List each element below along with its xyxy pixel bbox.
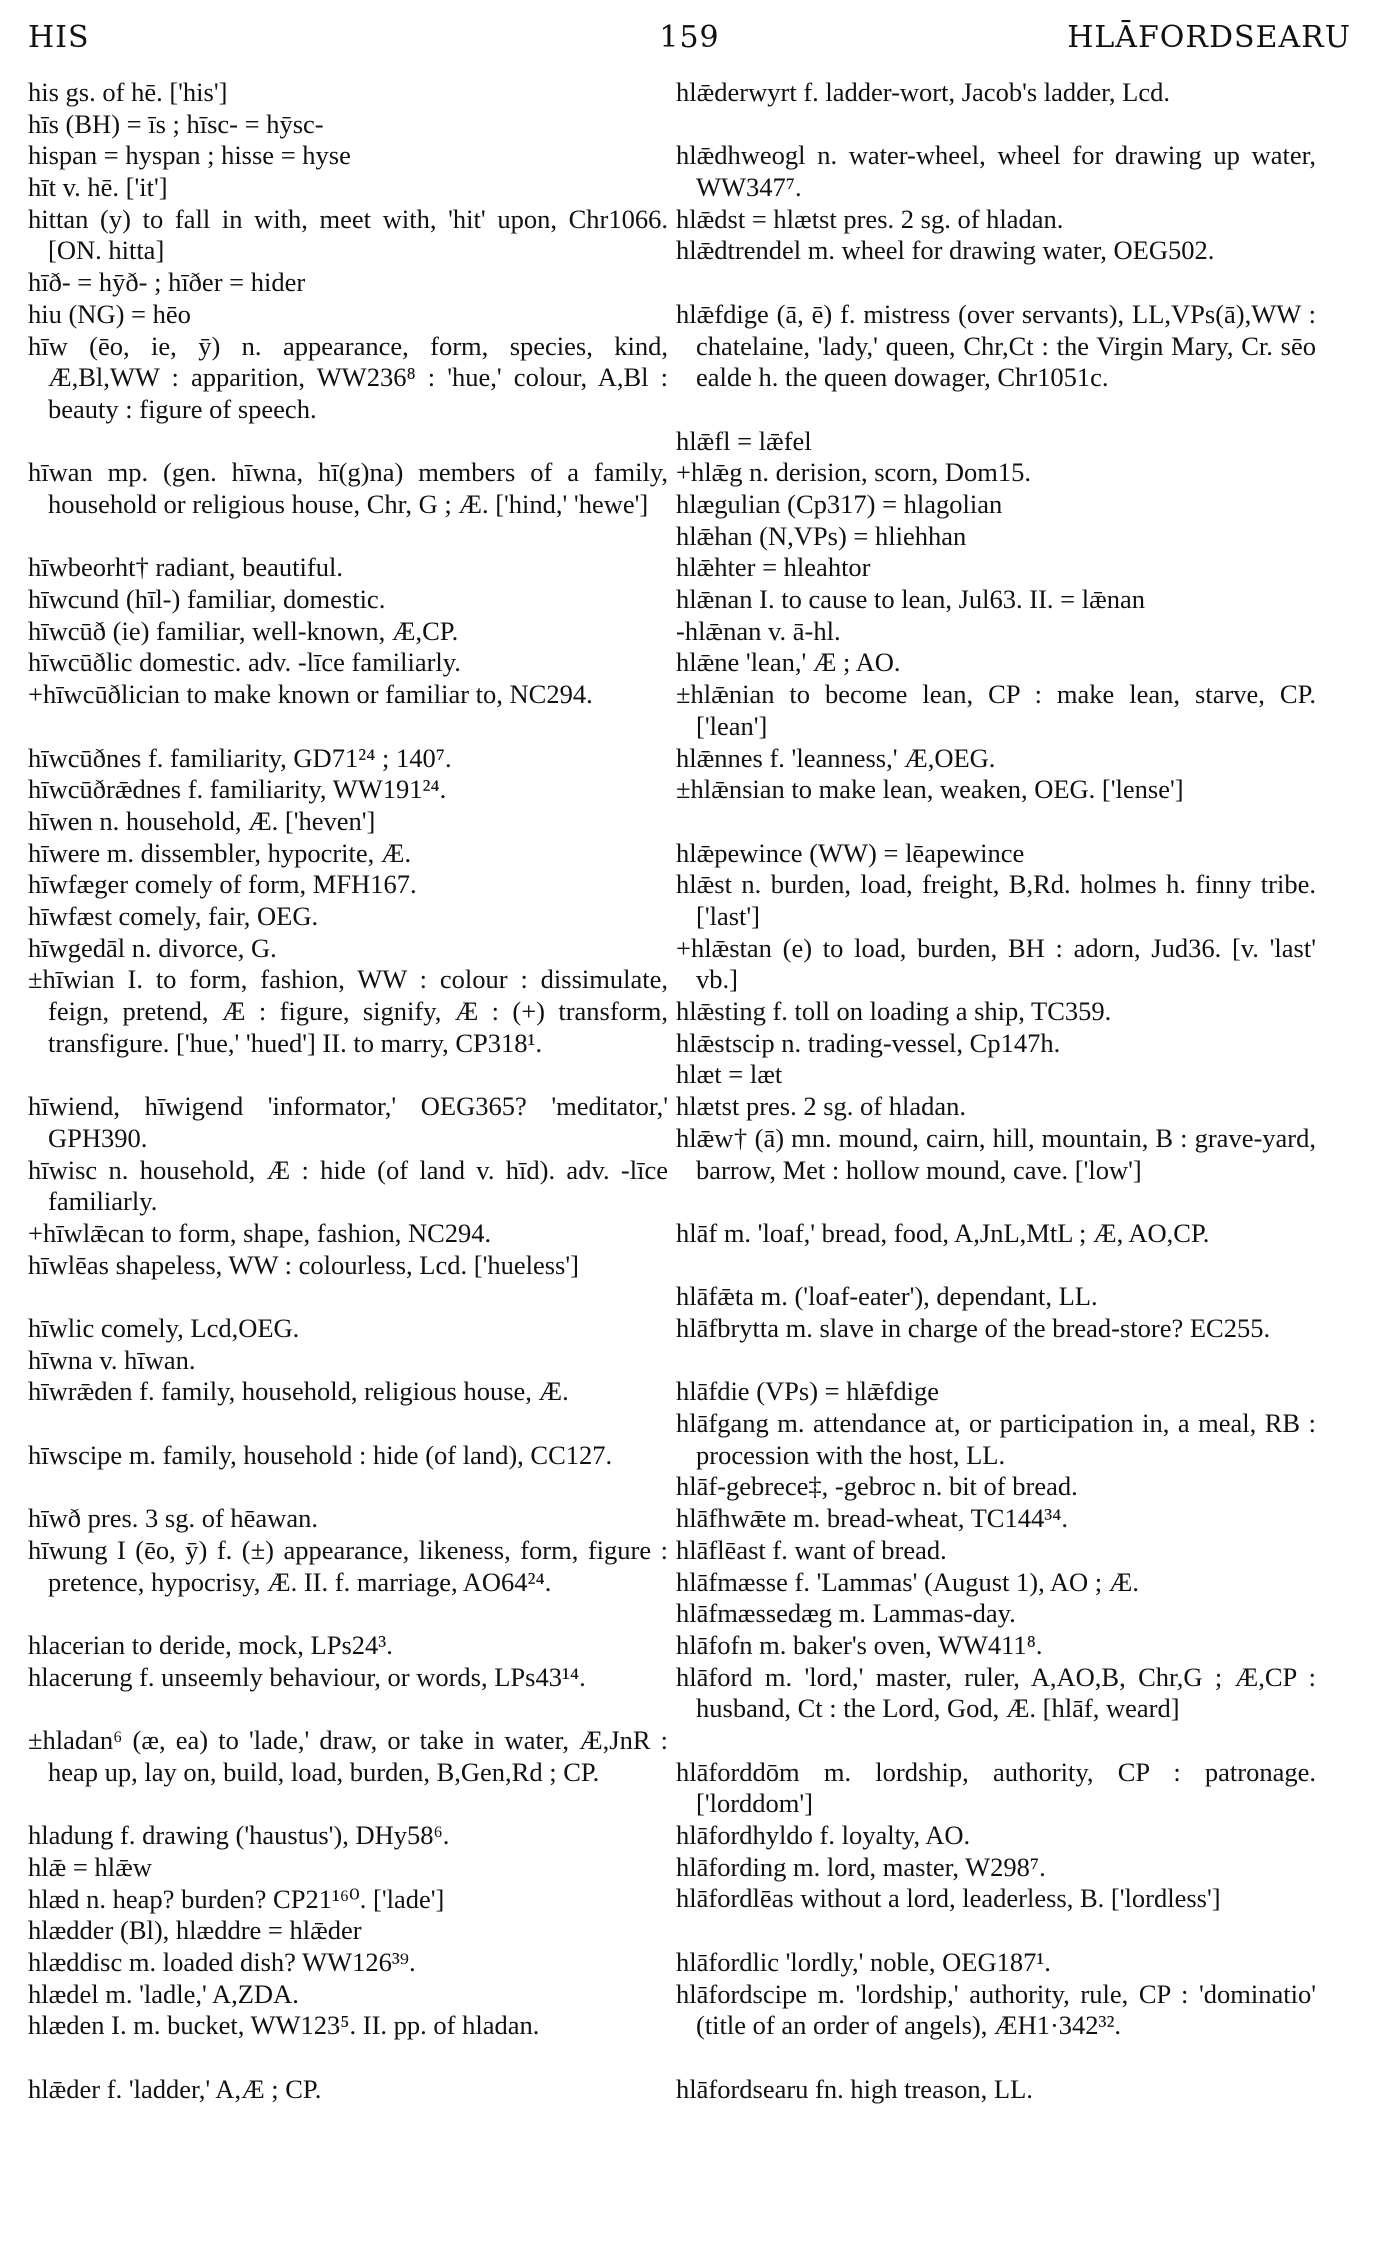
entry-text: hlǣnan I. to cause to lean, Jul63. II. = lǣnan	[676, 584, 1146, 615]
entry-text: hīwna v. hīwan.	[28, 1344, 196, 1375]
entry-text: hlǣhter = hleahtor	[676, 552, 871, 583]
entry-text: hīwan mp. (gen. hīwna, hī(g)na) members of a family, household or religious house, Chr, G ; Æ. ['hind,' 'hewe']	[28, 457, 668, 520]
entry-text: hlǣw† (ā) mn. mound, cairn, hill, mountain, B : grave-yard, barrow, Met : hollow mound, cave. ['low']	[676, 1122, 1316, 1185]
entry-text: hlǣdtrendel m. wheel for drawing water, OEG502.	[676, 235, 1215, 266]
dictionary-entry	[676, 1883, 1316, 1946]
entry-text: hīs (BH) = īs ; hīsc- = hȳsc-	[28, 108, 324, 139]
entry-text: hlāfmæssedæg m. Lammas-day.	[676, 1598, 1016, 1629]
entry-text: his gs. of hē. ['his']	[28, 77, 228, 107]
entry-text: +hīwlǣcan to form, shape, fashion, NC294.	[28, 1217, 492, 1248]
dictionary-entry	[28, 1884, 668, 1916]
entry-text: hlætst pres. 2 sg. of hladan.	[676, 1091, 966, 1122]
entry-text: hlāforddōm m. lordship, authority, CP : patronage. ['lorddom']	[676, 1756, 1316, 1819]
dictionary-entry	[28, 1218, 668, 1250]
entry-text: hlǣder f. 'ladder,' A,Æ ; CP.	[28, 2073, 322, 2104]
dictionary-entry	[28, 1947, 668, 1979]
entry-text: hlāfordlic 'lordly,' noble, OEG187¹.	[676, 1946, 1051, 1977]
entry-text: hīwscipe m. family, household : hide (of land), CC127.	[28, 1439, 613, 1470]
entry-text: ±hīwian I. to form, fashion, WW : colour : dissimulate, feign, pretend, Æ : figure, signify, Æ : (+) transform, transfigure. ['hue,' 'hued'] II. to marry, CP318¹.	[28, 964, 668, 1058]
entry-text: hlædder (Bl), hlæddre = hlǣder	[28, 1915, 362, 1946]
entry-text: hīwere m. dissembler, hypocrite, Æ.	[28, 837, 412, 868]
dictionary-entry	[28, 552, 668, 584]
dictionary-entry	[676, 1503, 1316, 1535]
entry-text: hlæddisc m. loaded dish? WW126³⁹.	[28, 1946, 416, 1977]
entry-text: hlāford m. 'lord,' master, ruler, A,AO,B, Chr,G ; Æ,CP : husband, Ct : the Lord, God, Æ. [hlāf, weard]	[676, 1661, 1316, 1724]
entry-text: hīwung I (ēo, ȳ) f. (±) appearance, likeness, form, figure : pretence, hypocrisy, Æ. II. f. marriage, AO64²⁴.	[28, 1534, 668, 1597]
dictionary-entry	[28, 172, 668, 204]
dictionary-entry	[676, 1218, 1316, 1281]
dictionary-entry	[28, 1725, 668, 1820]
entry-text: hīwcūðnes f. familiarity, GD71²⁴ ; 140⁷.	[28, 742, 452, 773]
dictionary-entry	[28, 1155, 668, 1218]
dictionary-entry	[28, 869, 668, 901]
entry-text: hlāfhwǣte m. bread-wheat, TC144³⁴.	[676, 1503, 1069, 1534]
entry-text: hlǣnnes f. 'leanness,' Æ,OEG.	[676, 742, 996, 773]
running-head-left: HIS	[28, 20, 90, 55]
entry-text: hlāfgang m. attendance at, or participation in, a meal, RB : procession with the host, LL.	[676, 1408, 1316, 1470]
dictionary-entry	[676, 489, 1316, 521]
entry-text: hlǣst n. burden, load, freight, B,Rd. holmes h. finny tribe. ['last']	[676, 869, 1316, 932]
entry-text: hīwcūð (ie) familiar, well-known, Æ,CP.	[28, 615, 459, 646]
entry-text: hlāf-gebrece‡, -gebroc n. bit of bread.	[676, 1471, 1078, 1502]
entry-text: hīwisc n. household, Æ : hide (of land v. hīd). adv. -līce familiarly.	[28, 1154, 668, 1217]
dictionary-entry	[28, 1440, 668, 1503]
entry-text: hlǣ = hlǣw	[28, 1851, 152, 1882]
dictionary-entry	[676, 1598, 1316, 1630]
entry-text: hlǣdhweogl n. water-wheel, wheel for drawing up water, WW347⁷.	[676, 140, 1316, 203]
dictionary-entry	[28, 77, 668, 109]
entry-text: hlædel m. 'ladle,' A,ZDA.	[28, 1978, 299, 2009]
entry-text: hlægulian (Cp317) = hlagolian	[676, 489, 1003, 520]
dictionary-entry	[28, 140, 668, 172]
entry-text: hīwlēas shapeless, WW : colourless, Lcd. ['hueless']	[28, 1249, 579, 1280]
entry-text: hlāfbrytta m. slave in charge of the bread-store? EC255.	[676, 1313, 1271, 1344]
dictionary-entry	[28, 838, 668, 870]
dictionary-entry	[28, 1250, 668, 1313]
dictionary-entry	[676, 1123, 1316, 1218]
dictionary-entry	[28, 1852, 668, 1884]
dictionary-entry	[676, 521, 1316, 553]
entry-text: hlǣfdige (ā, ē) f. mistress (over servants), LL,VPs(ā),WW : chatelaine, 'lady,' queen, Chr,Ct : the Virgin Mary, Cr. sēo ealde h. the queen dowager, Chr1051c.	[676, 298, 1316, 393]
dictionary-entry	[676, 426, 1316, 458]
entry-text: hlāfording m. lord, master, W298⁷.	[676, 1851, 1046, 1882]
dictionary-entry	[28, 1345, 668, 1377]
dictionary-entry	[28, 1376, 668, 1439]
entry-text: hīt v. hē. ['it']	[28, 172, 168, 203]
dictionary-entry	[28, 299, 668, 331]
dictionary-entry	[676, 1028, 1316, 1060]
entry-text: hīwlic comely, Lcd,OEG.	[28, 1313, 300, 1344]
entry-text: +hīwcūðlician to make known or familiar to, NC294.	[28, 679, 593, 710]
dictionary-entry	[676, 647, 1316, 679]
dictionary-entry	[676, 1757, 1316, 1820]
entry-text: hlǣdst = hlætst pres. 2 sg. of hladan.	[676, 203, 1064, 234]
entry-text: hlāfordscipe m. 'lordship,' authority, rule, CP : 'dominatio' (title of an order of angels), ÆH1·342³².	[676, 1978, 1316, 2041]
entry-text: hispan = hyspan ; hisse = hyse	[28, 140, 351, 171]
dictionary-entry	[28, 204, 668, 267]
dictionary-entry	[28, 1313, 668, 1345]
entry-text: hīwbeorht† radiant, beautiful.	[28, 552, 343, 583]
entry-text: hlǣpewince (WW) = lēapewince	[676, 837, 1025, 868]
entry-text: ±hladan⁶ (æ, ea) to 'lade,' draw, or take in water, Æ,JnR : heap up, lay on, build, load, burden, B,Gen,Rd ; CP.	[28, 1725, 668, 1787]
dictionary-entry	[676, 1281, 1316, 1313]
entry-text: hlāfordlēas without a lord, leaderless, B. ['lordless']	[676, 1883, 1221, 1914]
dictionary-entry	[28, 1979, 668, 2011]
dictionary-entry	[676, 1091, 1316, 1123]
dictionary-entry	[28, 109, 668, 141]
dictionary-entry	[676, 743, 1316, 775]
dictionary-entry	[28, 679, 668, 742]
dictionary-entry	[676, 77, 1316, 140]
running-head-right: HLĀFORDSEARU	[1067, 20, 1351, 55]
dictionary-entry	[676, 1471, 1316, 1503]
entry-text: hīwen n. household, Æ. ['heven']	[28, 805, 376, 836]
dictionary-entry	[676, 552, 1316, 584]
entry-text: hīwfæst comely, fair, OEG.	[28, 900, 319, 931]
entry-text: hlǣstscip n. trading-vessel, Cp147h.	[676, 1027, 1061, 1058]
dictionary-entry	[28, 806, 668, 838]
entry-text: hīwcund (hīl-) familiar, domestic.	[28, 584, 386, 615]
entry-text: hīwcūðrǣdnes f. familiarity, WW191²⁴.	[28, 774, 447, 805]
entry-text: hlāf m. 'loaf,' bread, food, A,JnL,MtL ; Æ, AO,CP.	[676, 1217, 1210, 1248]
dictionary-entry	[28, 267, 668, 299]
dictionary-entry	[676, 235, 1316, 298]
entry-text: hlǣfl = lǣfel	[676, 425, 812, 456]
entry-text: hlǣhan (N,VPs) = hliehhan	[676, 520, 967, 551]
entry-text: hīwrǣden f. family, household, religious house, Æ.	[28, 1376, 569, 1407]
dictionary-entry	[28, 616, 668, 648]
entry-text: +hlǣg n. derision, scorn, Dom15.	[676, 457, 1032, 488]
entry-text: hlāfmæsse f. 'Lammas' (August 1), AO ; Æ.	[676, 1566, 1139, 1597]
dictionary-entry	[676, 1313, 1316, 1376]
dictionary-entry	[676, 1408, 1316, 1471]
dictionary-entry	[676, 1567, 1316, 1599]
entry-text: hlæt = læt	[676, 1059, 783, 1090]
dictionary-entry	[676, 1979, 1316, 2074]
entry-text: hīwð pres. 3 sg. of hēawan.	[28, 1503, 318, 1534]
dictionary-entry	[676, 1630, 1316, 1662]
dictionary-entry	[676, 1535, 1316, 1567]
entry-text: hiu (NG) = hēo	[28, 298, 191, 329]
dictionary-entry	[28, 331, 668, 458]
entry-text: hlāfdie (VPs) = hlǣfdige	[676, 1376, 939, 1407]
dictionary-entry	[676, 616, 1316, 648]
entry-text: hlāfofn m. baker's oven, WW411⁸.	[676, 1629, 1043, 1660]
entry-text: hlāflēast f. want of bread.	[676, 1534, 947, 1565]
dictionary-entry	[676, 2074, 1316, 2106]
entry-text: +hlǣstan (e) to load, burden, BH : adorn, Jud36. [v. 'last' vb.]	[676, 932, 1316, 995]
entry-text: hīwfæger comely of form, MFH167.	[28, 869, 417, 900]
dictionary-entry	[676, 1376, 1316, 1408]
entry-text: hladung f. drawing ('haustus'), DHy58⁶.	[28, 1820, 450, 1851]
entry-text: hittan (y) to fall in with, meet with, 'hit' upon, Chr1066. [ON. hitta]	[28, 203, 668, 266]
entry-text: hīw (ēo, ie, ȳ) n. appearance, form, species, kind, Æ,Bl,WW : apparition, WW236⁸ : 'hue,' colour, A,Bl : beauty : figure of speech.	[28, 330, 668, 424]
entry-text: -hlǣnan v. ā-hl.	[676, 615, 841, 646]
dictionary-entry	[28, 1535, 668, 1630]
dictionary-entry	[28, 2010, 668, 2073]
entry-text: hīð- = hȳð- ; hīðer = hider	[28, 267, 306, 298]
dictionary-entry	[28, 743, 668, 775]
dictionary-entry	[28, 1091, 668, 1154]
dictionary-entry	[28, 1820, 668, 1852]
dictionary-entry	[28, 457, 668, 552]
dictionary-entry	[676, 774, 1316, 837]
dictionary-entry	[676, 679, 1316, 742]
dictionary-entry	[676, 838, 1316, 870]
dictionary-entry	[676, 457, 1316, 489]
dictionary-entry	[676, 140, 1316, 203]
entry-text: hlāfǣta m. ('loaf-eater'), dependant, LL.	[676, 1281, 1098, 1312]
entry-text: hlǣderwyrt f. ladder-wort, Jacob's ladder, Lcd.	[676, 77, 1171, 107]
entry-text: hlacerung f. unseemly behaviour, or words, LPs43¹⁴.	[28, 1661, 586, 1692]
entry-text: hlæden I. m. bucket, WW123⁵. II. pp. of hladan.	[28, 2010, 540, 2041]
entry-text: hlāfordsearu fn. high treason, LL.	[676, 2073, 1033, 2104]
dictionary-entry	[28, 1503, 668, 1535]
left-column	[28, 77, 668, 2105]
dictionary-entry	[28, 647, 668, 679]
dictionary-entry	[676, 204, 1316, 236]
dictionary-entry	[676, 1820, 1316, 1852]
dictionary-entry	[28, 1630, 668, 1662]
dictionary-entry	[676, 869, 1316, 932]
dictionary-entry	[676, 933, 1316, 996]
dictionary-entry	[676, 996, 1316, 1028]
page-number: 159	[659, 20, 720, 55]
dictionary-entry	[28, 901, 668, 933]
dictionary-entry	[676, 1059, 1316, 1091]
dictionary-entry	[28, 964, 668, 1091]
right-column	[676, 77, 1316, 2105]
entry-text: hīwiend, hīwigend 'informator,' OEG365? 'meditator,' GPH390.	[28, 1091, 668, 1153]
dictionary-entry	[28, 933, 668, 965]
entry-text: hlæd n. heap? burden? CP21¹⁶⁰. ['lade']	[28, 1883, 445, 1914]
dictionary-entry	[676, 584, 1316, 616]
entry-text: hīwgedāl n. divorce, G.	[28, 932, 277, 963]
entry-text: ±hlǣnsian to make lean, weaken, OEG. ['lense']	[676, 774, 1184, 805]
dictionary-entry	[28, 1915, 668, 1947]
entry-text: hlāfordhyldo f. loyalty, AO.	[676, 1820, 971, 1851]
entry-text: hlǣne 'lean,' Æ ; AO.	[676, 647, 901, 678]
dictionary-entry	[676, 1662, 1316, 1757]
dictionary-entry	[28, 1662, 668, 1725]
entry-text: hīwcūðlic domestic. adv. -līce familiarly.	[28, 647, 461, 678]
dictionary-entry	[676, 1947, 1316, 1979]
entry-text: ±hlǣnian to become lean, CP : make lean, starve, CP. ['lean']	[676, 679, 1316, 741]
dictionary-entry	[28, 774, 668, 806]
dictionary-entry	[28, 584, 668, 616]
dictionary-entry	[28, 2074, 668, 2106]
entry-text: hlǣsting f. toll on loading a ship, TC359.	[676, 996, 1112, 1027]
dictionary-entry	[676, 1852, 1316, 1884]
entry-text: hlacerian to deride, mock, LPs24³.	[28, 1629, 393, 1660]
dictionary-entry	[676, 299, 1316, 426]
